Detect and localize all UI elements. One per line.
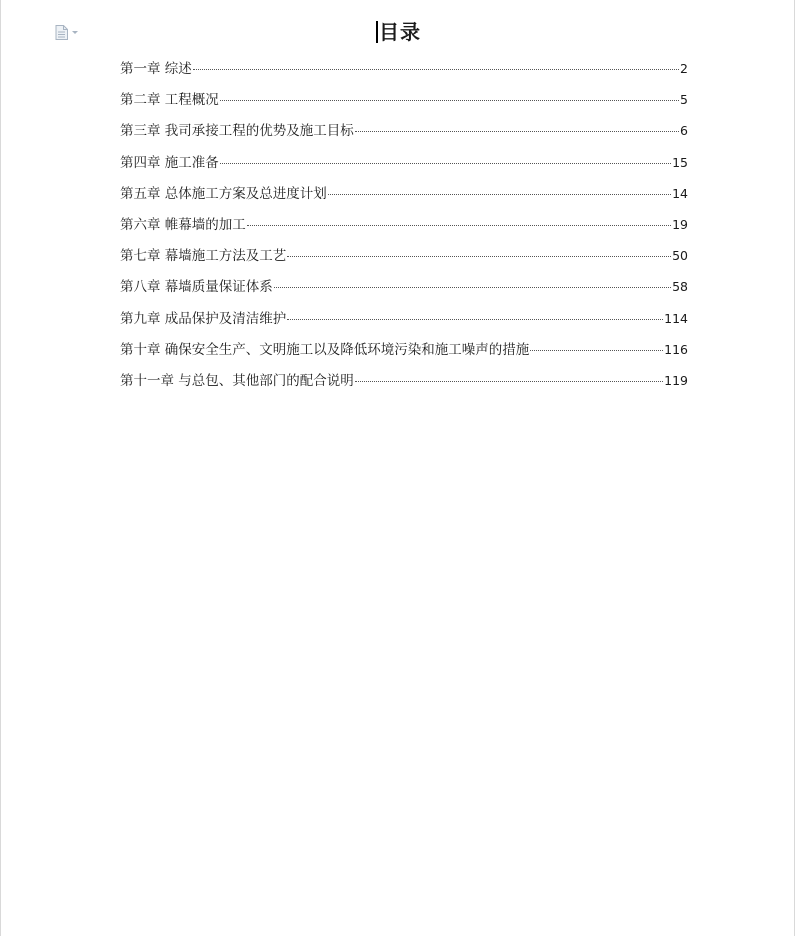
toc-entry-label: 第十一章 与总包、其他部门的配合说明 (120, 372, 354, 389)
toc-dot-leader (328, 194, 671, 195)
toc-entry[interactable] (120, 120, 688, 151)
toc-entry-page-number: 2 (680, 61, 688, 76)
toc-entry[interactable] (120, 245, 688, 276)
table-of-contents (120, 58, 688, 401)
toc-entry-page-number: 58 (672, 279, 688, 295)
toc-dot-leader (220, 163, 671, 164)
toc-entry-label: 第一章 综述 (120, 61, 192, 77)
toc-dot-leader (287, 256, 671, 257)
toc-entry-page-number: 15 (672, 154, 688, 170)
toc-entry-label: 第七章 幕墙施工方法及工艺 (120, 248, 287, 265)
page-title[interactable] (376, 18, 421, 46)
title-area (1, 18, 796, 46)
toc-entry-page-number: 116 (664, 341, 688, 357)
toc-entry-label: 第十章 确保安全生产、文明施工以及降低环境污染和施工噪声的措施 (120, 341, 530, 358)
toc-entry[interactable] (120, 308, 688, 339)
toc-dot-leader (355, 381, 663, 382)
toc-entry-label: 第四章 施工准备 (120, 154, 219, 171)
toc-entry-label: 第六章 帷幕墙的加工 (120, 216, 246, 233)
toc-dot-leader (247, 225, 671, 226)
toc-entry[interactable] (120, 339, 688, 370)
text-cursor (376, 21, 378, 43)
toc-entry[interactable] (120, 152, 688, 183)
toc-entry-label: 第九章 成品保护及清洁维护 (120, 310, 287, 327)
toc-entry[interactable] (120, 214, 688, 245)
toc-dot-leader (530, 350, 663, 351)
toc-entry[interactable] (120, 89, 688, 120)
toc-entry-label: 第五章 总体施工方案及总进度计划 (120, 185, 327, 202)
toc-entry-label: 第二章 工程概况 (120, 92, 219, 109)
toc-dot-leader (355, 131, 679, 132)
toc-entry[interactable] (120, 58, 688, 89)
toc-dot-leader (274, 287, 671, 288)
toc-entry-page-number: 6 (680, 123, 688, 139)
toc-entry[interactable] (120, 276, 688, 307)
toc-entry-page-number: 119 (664, 372, 688, 388)
toc-dot-leader (193, 69, 679, 70)
toc-entry-page-number: 50 (672, 248, 688, 264)
toc-entry[interactable] (120, 183, 688, 214)
toc-dot-leader (287, 319, 663, 320)
toc-entry[interactable] (120, 370, 688, 401)
toc-dot-leader (220, 100, 679, 101)
toc-entry-label: 第三章 我司承接工程的优势及施工目标 (120, 123, 354, 140)
toc-entry-label: 第八章 幕墙质量保证体系 (120, 279, 273, 296)
toc-entry-page-number: 114 (664, 310, 688, 326)
page-title-text: 目录 (379, 20, 421, 44)
toc-entry-page-number: 5 (680, 92, 688, 108)
toc-entry-page-number: 19 (672, 216, 688, 232)
toc-entry-page-number: 14 (672, 185, 688, 201)
